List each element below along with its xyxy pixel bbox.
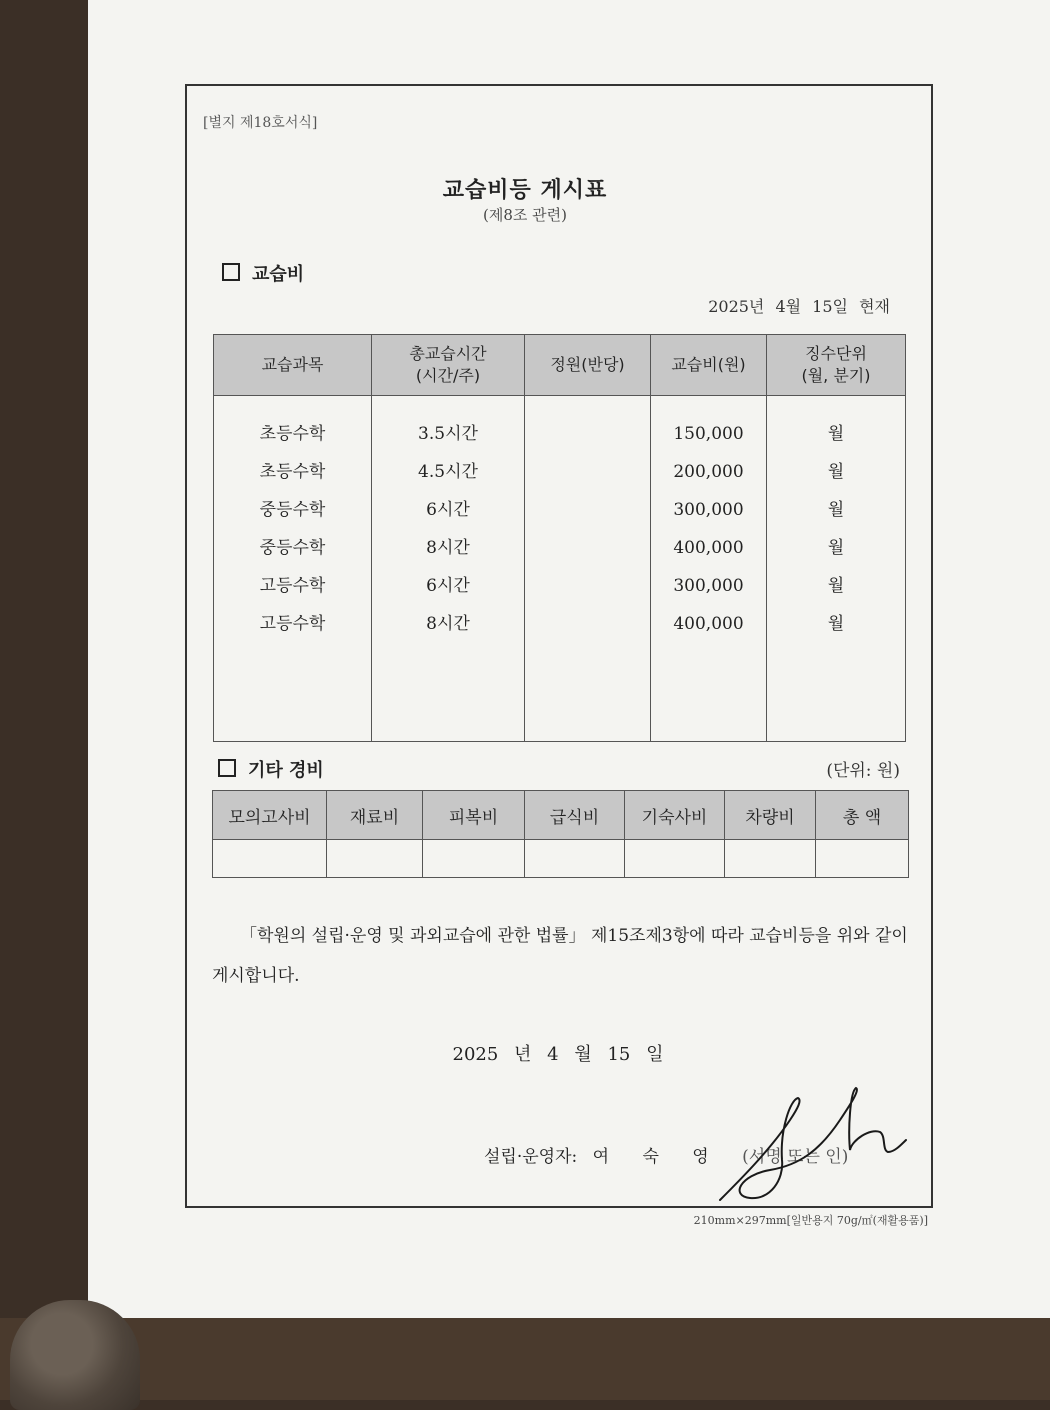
header-dormitory: 기숙사비: [625, 791, 725, 840]
subject-cell: 중등수학: [259, 500, 326, 520]
checkbox-square-icon: [222, 263, 240, 281]
subject-cell: 초등수학: [259, 424, 326, 444]
legal-notice: 「학원의 설립·운영 및 과외교습에 관한 법률」 제15조제3항에 따라 교습비등을 위와 같이 게시합니다.: [212, 926, 908, 986]
header-capacity: 정원(반당): [525, 335, 651, 396]
subject-cell: 초등수학: [259, 462, 326, 482]
capacity-cell: [526, 460, 649, 498]
fee-cell: 150,000: [673, 424, 744, 444]
subject-column: [214, 396, 372, 742]
hours-cell: 6시간: [426, 500, 470, 520]
vehicle-value: [725, 840, 816, 878]
hours-cell: 6시간: [426, 576, 470, 596]
fee-cell: 400,000: [673, 614, 744, 634]
header-mock-exam: 모의고사비: [213, 791, 327, 840]
capacity-cell: [526, 574, 649, 612]
unit-cell: 월: [827, 424, 845, 444]
capacity-cell: [526, 498, 649, 536]
signature-mark-label: (서명 또는 인): [742, 1147, 849, 1167]
signer-name: 여 숙 영: [592, 1147, 723, 1167]
header-total: 총 액: [816, 791, 909, 840]
header-hours: 총교습시간 (시간/주): [372, 335, 525, 396]
header-subject: 교습과목: [214, 335, 372, 396]
desk-surface: [0, 1318, 1050, 1400]
header-meals: 급식비: [525, 791, 625, 840]
header-collection-unit: 징수단위 (월, 분기): [767, 335, 906, 396]
other-expenses-table: [212, 790, 909, 878]
fee-cell: 200,000: [673, 462, 744, 482]
total-value: [816, 840, 909, 878]
mock-exam-value: [213, 840, 327, 878]
fee-table-header-row: [214, 335, 906, 396]
form-number: [별지 제18호서식]: [203, 115, 318, 131]
hours-cell: 3.5시간: [418, 424, 478, 444]
unit-cell: 월: [827, 576, 845, 596]
unit-cell: 월: [827, 500, 845, 520]
header-clothing: 피복비: [423, 791, 525, 840]
handwritten-signature: [710, 1080, 910, 1210]
header-fee: 교습비(원): [651, 335, 767, 396]
capacity-cell: [526, 422, 649, 460]
other-unit-label: (단위: 원): [826, 761, 900, 781]
checkbox-square-icon: [218, 759, 236, 777]
section-fee-heading: [222, 260, 304, 286]
signer-label: 설립·운영자:: [484, 1147, 578, 1167]
unit-cell: 월: [827, 462, 845, 482]
section-other-heading: [218, 756, 324, 782]
page-title: 교습비등 게시표: [442, 178, 608, 203]
other-table-value-row: [213, 840, 909, 878]
header-vehicle: 차량비: [725, 791, 816, 840]
fee-column: [651, 396, 767, 742]
page-subtitle: (제8조 관련): [483, 206, 567, 224]
meals-value: [525, 840, 625, 878]
capacity-cell: [526, 536, 649, 574]
hours-cell: 8시간: [426, 538, 470, 558]
fee-cell: 300,000: [673, 576, 744, 596]
hours-cell: 8시간: [426, 614, 470, 634]
subject-cell: 고등수학: [259, 576, 326, 596]
clothing-value: [423, 840, 525, 878]
subject-cell: 중등수학: [259, 538, 326, 558]
materials-value: [327, 840, 423, 878]
unit-cell: 월: [827, 538, 845, 558]
capacity-column: [525, 396, 651, 742]
as-of-date: 2025년 4월 15일 현재: [708, 297, 890, 316]
knit-glove: [10, 1300, 140, 1410]
section-other-label: 기타 경비: [248, 760, 324, 781]
section-fee-label: 교습비: [252, 264, 305, 285]
fee-table: [213, 334, 906, 742]
hours-cell: 4.5시간: [418, 462, 478, 482]
unit-cell: 월: [827, 614, 845, 634]
header-materials: 재료비: [327, 791, 423, 840]
capacity-cell: [526, 612, 649, 650]
fee-cell: 400,000: [673, 538, 744, 558]
subject-cell: 고등수학: [259, 614, 326, 634]
issue-date: 2025 년 4 월 15 일: [452, 1044, 664, 1065]
paper-spec: 210mm×297mm[일반용지 70g/㎡(재활용품)]: [693, 1214, 928, 1227]
hours-column: [372, 396, 525, 742]
other-table-header-row: [213, 791, 909, 840]
fee-cell: 300,000: [673, 500, 744, 520]
unit-column: [767, 396, 906, 742]
dormitory-value: [625, 840, 725, 878]
